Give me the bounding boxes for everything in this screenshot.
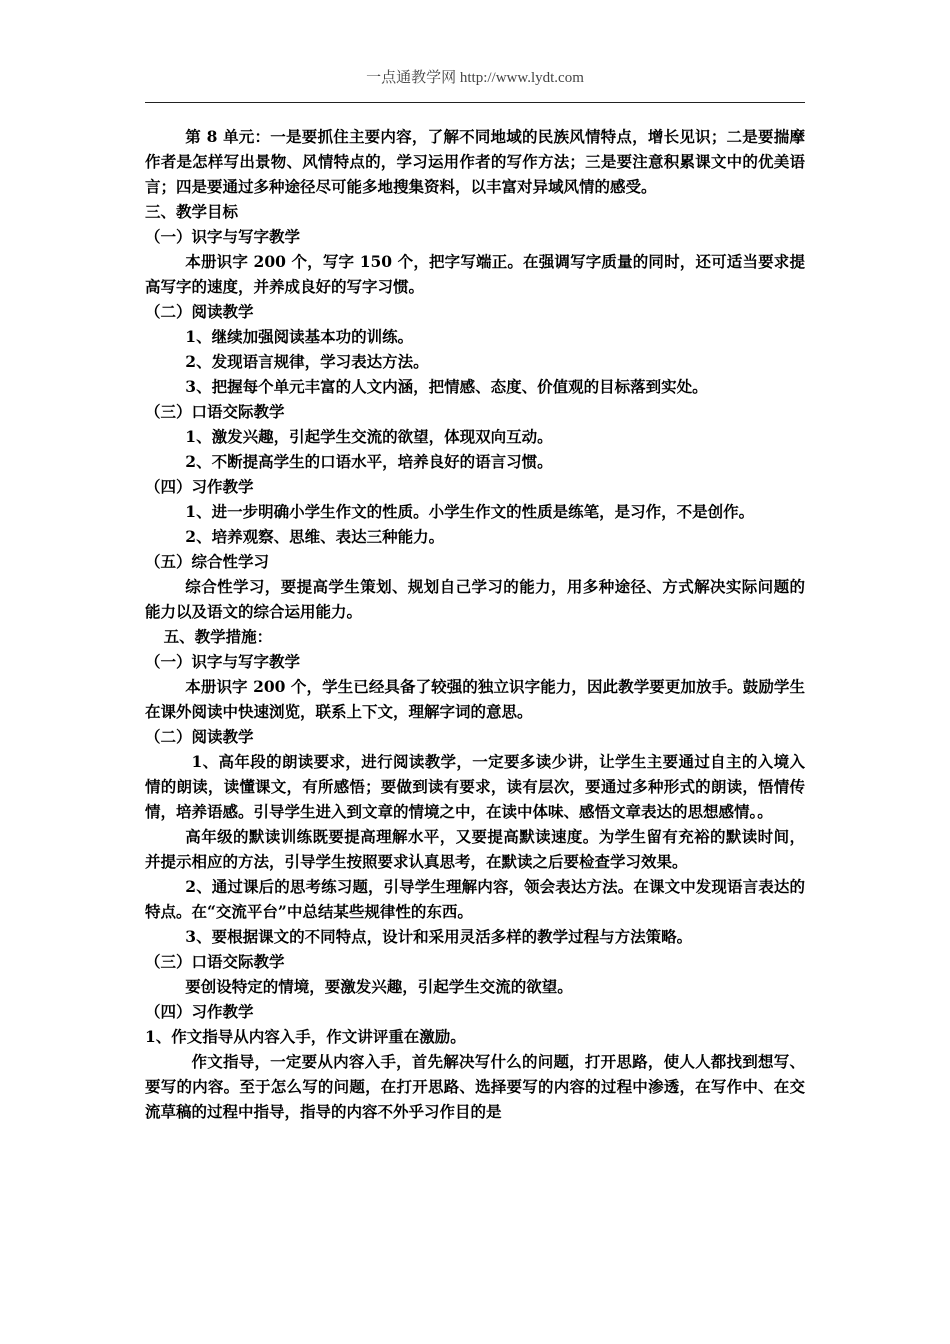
- measure-writing-item: 1、作文指导从内容入手，作文讲评重在激励。: [145, 1027, 466, 1046]
- subheading-comprehensive: （五）综合性学习: [145, 552, 270, 571]
- measure-reading-paragraph: 2、通过课后的思考练习题，引导学生理解内容，领会表达方法。在课文中发现语言表达的特点。在“交流平台”中总结某些规律性的东西。: [145, 877, 805, 921]
- subheading-oral: （三）口语交际教学: [145, 402, 285, 421]
- comprehensive-goal-text: 综合性学习，要提高学生策划、规划自己学习的能力，用多种途径、方式解决实际问题的能力以及语文的综合运用能力。: [145, 577, 805, 621]
- literacy-goal-text: 本册识字 200 个，写字 150 个，把字写端正。在强调写字质量的同时，还可适当要求提高写字的速度，并养成良好的写字习惯。: [145, 252, 805, 296]
- header-rule: [145, 102, 805, 103]
- unit-8-paragraph: 第 8 单元：一是要抓住主要内容，了解不同地域的民族风情特点，增长见识；二是要揣摩作者是怎样写出景物、风情特点的，学习运用作者的写作方法；三是要注意积累课文中的优美语言；四是要通过多种途径尽可能多地搜集资料，以丰富对异域风情的感受。: [145, 127, 805, 196]
- measure-subheading-reading: （二）阅读教学: [145, 727, 254, 746]
- reading-goal-item: 2、发现语言规律，学习表达方法。: [185, 352, 429, 371]
- measure-oral-text: 要创设特定的情境，要激发兴趣，引起学生交流的欲望。: [185, 977, 573, 996]
- reading-goal-item: 1、继续加强阅读基本功的训练。: [185, 327, 414, 346]
- document-body: [145, 124, 805, 1124]
- measure-subheading-oral: （三）口语交际教学: [145, 952, 285, 971]
- measure-subheading-literacy: （一）识字与写字教学: [145, 652, 301, 671]
- writing-goal-item: 2、培养观察、思维、表达三种能力。: [185, 527, 445, 546]
- measure-writing-text: 作文指导，一定要从内容入手，首先解决写什么的问题，打开思路，使人人都找到想写、要写的内容。至于怎么写的问题，在打开思路、选择要写的内容的过程中渗透，在写作中、在交流草稿的过程中指导，指导的内容不外乎习作目的是: [145, 1052, 805, 1121]
- section-heading-measures: 五、教学措施：: [163, 627, 273, 646]
- measure-subheading-writing: （四）习作教学: [145, 1002, 254, 1021]
- oral-goal-item: 1、激发兴趣，引起学生交流的欲望，体现双向互动。: [185, 427, 553, 446]
- subheading-literacy: （一）识字与写字教学: [145, 227, 301, 246]
- page-header: 一点通教学网 http://www.lydt.com: [366, 70, 584, 86]
- oral-goal-item: 2、不断提高学生的口语水平，培养良好的语言习惯。: [185, 452, 553, 471]
- measure-literacy-text: 本册识字 200 个，学生已经具备了较强的独立识字能力，因此教学要更加放手。鼓励学生在课外阅读中快速浏览，联系上下文，理解字词的意思。: [145, 677, 805, 721]
- section-heading-goals: 三、教学目标: [145, 202, 239, 221]
- subheading-reading: （二）阅读教学: [145, 302, 254, 321]
- reading-goal-item: 3、把握每个单元丰富的人文内涵，把情感、态度、价值观的目标落到实处。: [185, 377, 708, 396]
- subheading-writing: （四）习作教学: [145, 477, 254, 496]
- measure-reading-paragraph: 3、要根据课文的不同特点，设计和采用灵活多样的教学过程与方法策略。: [185, 927, 693, 946]
- writing-goal-item: 1、进一步明确小学生作文的性质。小学生作文的性质是练笔，是习作，不是创作。: [185, 502, 755, 521]
- measure-reading-paragraph: 高年级的默读训练既要提高理解水平，又要提高默读速度。为学生留有充裕的默读时间，并提示相应的方法，引导学生按照要求认真思考，在默读之后要检查学习效果。: [145, 827, 805, 871]
- measure-reading-paragraph: 1、高年段的朗读要求，进行阅读教学，一定要多读少讲，让学生主要通过自主的入境入情的朗读，读懂课文，有所感悟；要做到读有要求，读有层次，要通过多种形式的朗读，悟情传情，培养语感。引导学生进入到文章的情境之中，在读中体味、感悟文章表达的思想感情。。: [145, 752, 805, 821]
